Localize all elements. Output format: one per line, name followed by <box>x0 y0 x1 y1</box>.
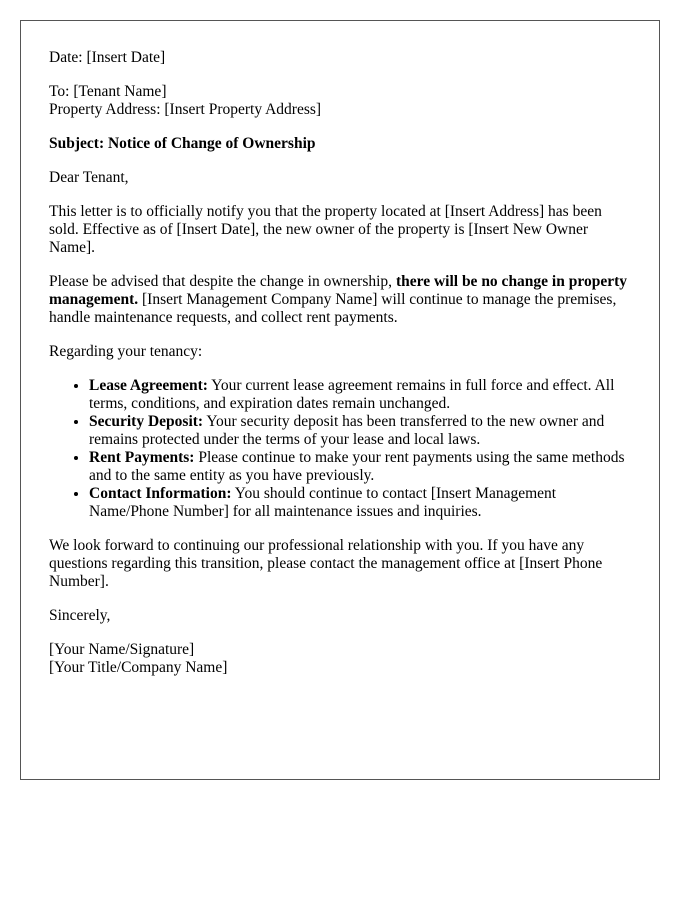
list-item-label: Contact Information: <box>89 485 232 502</box>
tenancy-list <box>49 377 631 521</box>
list-item-text: Your security deposit has been transferred to the new owner and remains protected under the terms of your lease and local laws. <box>89 413 605 448</box>
paragraph-management <box>49 273 631 327</box>
subject-text: Subject: Notice of Change of Ownership <box>49 135 316 152</box>
recipient-block <box>49 83 631 119</box>
list-item-label: Lease Agreement: <box>89 377 208 394</box>
closing-paragraph: We look forward to continuing our professional relationship with you. If you have any questions regarding this transition, please contact the management office at [Insert Phone Number]. <box>49 537 603 590</box>
list-item-rent <box>89 449 631 485</box>
recipient-to-line: To: [Tenant Name] <box>49 83 167 100</box>
paragraph-management-before: Please be advised that despite the change in ownership, <box>49 273 396 290</box>
list-item-contact <box>89 485 631 521</box>
list-item-text: You should continue to contact [Insert Management Name/Phone Number] for all maintenance issues and inquiries. <box>89 485 557 520</box>
tenancy-intro: Regarding your tenancy: <box>49 343 203 360</box>
list-item-deposit <box>89 413 631 449</box>
recipient-address-line: Property Address: [Insert Property Address] <box>49 101 322 118</box>
sign-off: Sincerely, <box>49 607 111 624</box>
list-item-text: Your current lease agreement remains in full force and effect. All terms, conditions, and expiration dates remain unchanged. <box>89 377 615 412</box>
subject-line <box>49 135 631 153</box>
list-item-lease <box>89 377 631 413</box>
signature-name-line: [Your Name/Signature] <box>49 641 195 658</box>
list-item-label: Rent Payments: <box>89 449 195 466</box>
signature-title-line: [Your Title/Company Name] <box>49 659 228 676</box>
salutation: Dear Tenant, <box>49 169 129 186</box>
date-line: Date: [Insert Date] <box>49 49 166 66</box>
signature-block <box>49 641 631 677</box>
list-item-label: Security Deposit: <box>89 413 204 430</box>
letter-page <box>20 20 660 780</box>
paragraph-management-bold: there will be no change in property management. <box>49 273 627 308</box>
paragraph-management-after: [Insert Management Company Name] will continue to manage the premises, handle maintenance requests, and collect rent payments. <box>49 291 617 326</box>
list-item-text: Please continue to make your rent payments using the same methods and to the same entity as you have previously. <box>89 449 625 484</box>
paragraph-sale-notice: This letter is to officially notify you that the property located at [Insert Address] has been sold. Effective as of [Insert Date], the new owner of the property is [Insert New Owner Name]. <box>49 203 602 256</box>
